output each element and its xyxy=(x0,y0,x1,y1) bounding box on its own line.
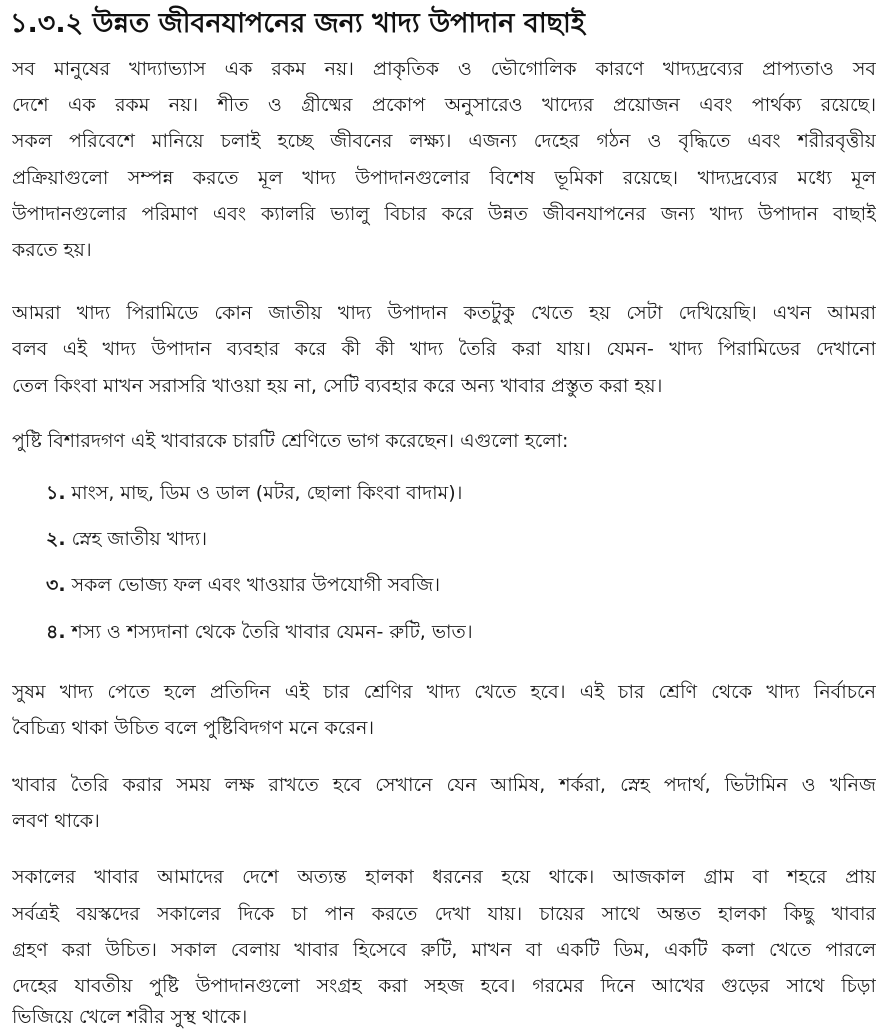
paragraph-line: বলব এই খাদ্য উপাদান ব্যবহার করে কী কী খাদ্য তৈরি করা যায়। যেমন- খাদ্য পিরামিডের দেখানো xyxy=(12,338,876,360)
paragraph-line: পুষ্টি বিশারদগণ এই খাবারকে চারটি শ্রেণিতে ভাগ করেছেন। এগুলো হলো: xyxy=(12,430,569,452)
paragraph-line: দেশে এক রকম নয়। শীত ও গ্রীষ্মের প্রকোপ অনুসারেও খাদ্যের প্রয়োজন এবং পার্থক্য রয়েছে। xyxy=(12,94,876,116)
paragraph-line: সকল পরিবেশে মানিয়ে চলাই হচ্ছে জীবনের লক্ষ্য। এজন্য দেহের গঠন ও বৃদ্ধিতে এবং শরীরবৃত্তীয় xyxy=(12,130,876,152)
list-item-text: স্নেহ জাতীয় খাদ্য। xyxy=(71,528,208,550)
list-item-number: ১. xyxy=(46,482,66,504)
list-item xyxy=(46,615,473,649)
paragraph-line: ভিজিয়ে খেলে শরীর সুস্থ থাকে। xyxy=(12,1006,248,1028)
section-heading: ১.৩.২ উন্নত জীবনযাপনের জন্য খাদ্য উপাদান বাছাই xyxy=(10,8,585,39)
paragraph-line: আমরা খাদ্য পিরামিডে কোন জাতীয় খাদ্য উপাদান কতটুকু খেতে হয় সেটা দেখিয়েছি। এখন আমরা xyxy=(12,302,876,324)
paragraph-line: তেল কিংবা মাখন সরাসরি খাওয়া হয় না, সেটি ব্যবহার করে অন্য খাবার প্রস্তুত করা হয়। xyxy=(12,375,663,397)
paragraph-line: দেহের যাবতীয় পুষ্টি উপাদানগুলো সংগ্রহ করা সহজ হবে। গরমের দিনে আখের গুড়ের সাথে চিড়া xyxy=(12,975,876,997)
paragraph-line: সুষম খাদ্য পেতে হলে প্রতিদিন এই চার শ্রেণির খাদ্য খেতে হবে। এই চার শ্রেণি থেকে খাদ্য নির্বাচনে xyxy=(12,681,876,703)
paragraph-line: সর্বত্রই বয়স্কদের সকালের দিকে চা পান করতে দেখা যায়। চায়ের সাথে অন্তত হালকা কিছু খাবার xyxy=(12,903,876,925)
paragraph-line: করতে হয়। xyxy=(12,239,92,261)
list-item-text: শস্য ও শস্যদানা থেকে তৈরি খাবার যেমন- রুটি, ভাত। xyxy=(71,621,473,643)
list-item xyxy=(46,476,462,510)
paragraph-line: গ্রহণ করা উচিত। সকাল বেলায় খাবার হিসেবে রুটি, মাখন বা একটি ডিম, একটি কলা খেতে পারলে xyxy=(12,939,876,961)
list-item-text: মাংস, মাছ, ডিম ও ডাল (মটর, ছোলা কিংবা বাদাম)। xyxy=(71,482,463,504)
paragraph-line: উপাদানগুলোর পরিমাণ এবং ক্যালরি ভ্যালু বিচার করে উন্নত জীবনযাপনের জন্য খাদ্য উপাদান বাছাই xyxy=(12,203,876,225)
paragraph-line: লবণ থাকে। xyxy=(12,810,100,832)
paragraph-line: প্রক্রিয়াগুলো সম্পন্ন করতে মূল খাদ্য উপাদানগুলোর বিশেষ ভূমিকা রয়েছে। খাদ্যদ্রব্যের মধ্যে মূল xyxy=(12,167,876,189)
list-item-number: ৩. xyxy=(46,574,66,596)
list-item-number: ৪. xyxy=(46,621,66,643)
paragraph-line: খাবার তৈরি করার সময় লক্ষ রাখতে হবে সেখানে যেন আমিষ, শর্করা, স্নেহ পদার্থ, ভিটামিন ও খনিজ xyxy=(12,774,876,796)
paragraph-line: সকালের খাবার আমাদের দেশে অত্যন্ত হালকা ধরনের হয়ে থাকে। আজকাল গ্রাম বা শহরে প্রায় xyxy=(12,866,876,888)
list-item-number: ২. xyxy=(46,528,66,550)
paragraph-line: বৈচিত্র্য থাকা উচিত বলে পুষ্টিবিদগণ মনে করেন। xyxy=(12,717,375,739)
list-item xyxy=(46,568,440,602)
paragraph-line: সব মানুষের খাদ্যাভ্যাস এক রকম নয়। প্রাকৃতিক ও ভৌগোলিক কারণে খাদ্যদ্রব্যের প্রাপ্যতাও সব xyxy=(12,58,876,80)
list-item-text: সকল ভোজ্য ফল এবং খাওয়ার উপযোগী সবজি। xyxy=(71,574,441,596)
list-item xyxy=(46,522,207,556)
